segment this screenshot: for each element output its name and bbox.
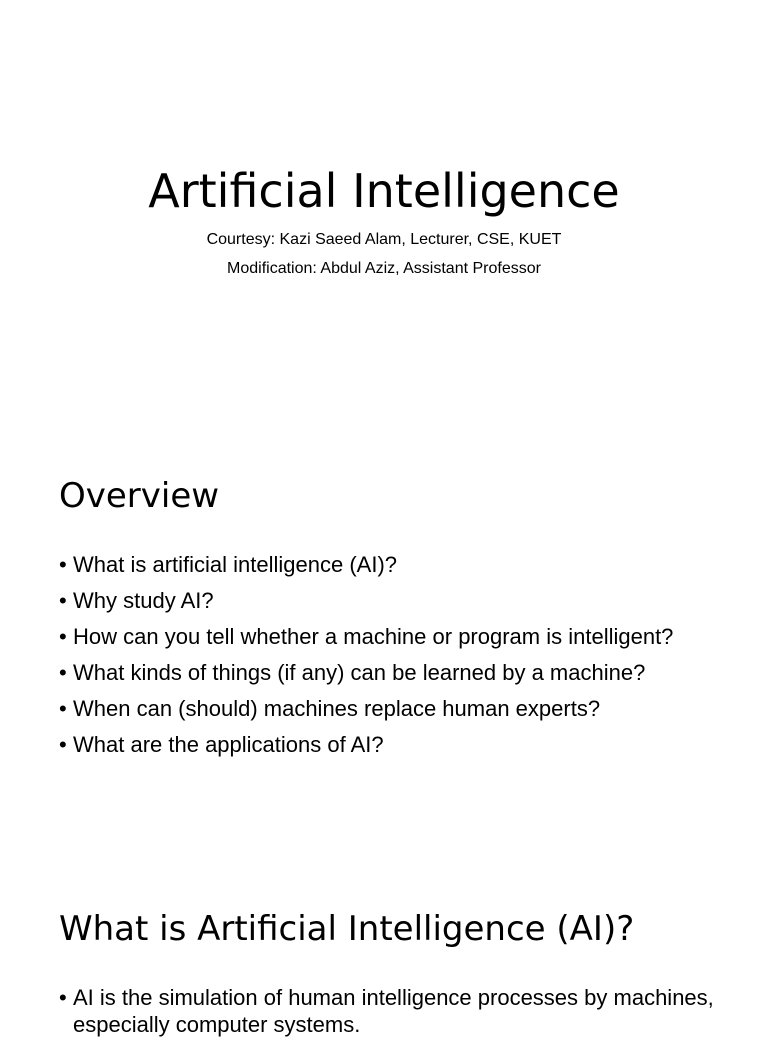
courtesy-line: Courtesy: Kazi Saeed Alam, Lecturer, CSE, KUET bbox=[206, 231, 562, 248]
list-item bbox=[59, 551, 719, 578]
bullet-text: When can (should) machines replace human experts? bbox=[73, 696, 601, 721]
bullet-text: How can you tell whether a machine or program is intelligent? bbox=[73, 624, 674, 649]
modification-line: Modification: Abdul Aziz, Assistant Professor bbox=[227, 260, 541, 277]
bullet-text: What kinds of things (if any) can be learned by a machine? bbox=[73, 660, 646, 685]
list-item bbox=[59, 984, 719, 1038]
bullet-text: Why study AI? bbox=[73, 588, 214, 613]
bullet-icon: • bbox=[59, 732, 67, 757]
bullet-icon: • bbox=[59, 696, 67, 721]
bullet-text: AI is the simulation of human intelligence processes by machines, especially computer systems. bbox=[73, 985, 714, 1037]
list-item bbox=[59, 731, 719, 758]
bullet-icon: • bbox=[59, 588, 67, 613]
bullet-icon: • bbox=[59, 552, 67, 577]
bullet-text: What are the applications of AI? bbox=[73, 732, 384, 757]
bullet-icon: • bbox=[59, 985, 67, 1010]
list-item bbox=[59, 695, 719, 722]
overview-bullet-list bbox=[59, 551, 719, 767]
list-item bbox=[59, 587, 719, 614]
presentation-title: Artificial Intelligence bbox=[148, 164, 620, 218]
bullet-icon: • bbox=[59, 624, 67, 649]
list-item bbox=[59, 623, 719, 650]
what-is-ai-heading: What is Artificial Intelligence (AI)? bbox=[59, 909, 635, 949]
list-item bbox=[59, 659, 719, 686]
what-is-ai-slide bbox=[0, 864, 768, 1037]
bullet-text: What is artificial intelligence (AI)? bbox=[73, 552, 398, 577]
what-is-ai-bullet-list bbox=[59, 984, 719, 1047]
bullet-icon: • bbox=[59, 660, 67, 685]
overview-slide bbox=[0, 432, 768, 864]
title-slide bbox=[0, 0, 768, 432]
overview-heading: Overview bbox=[59, 476, 220, 516]
